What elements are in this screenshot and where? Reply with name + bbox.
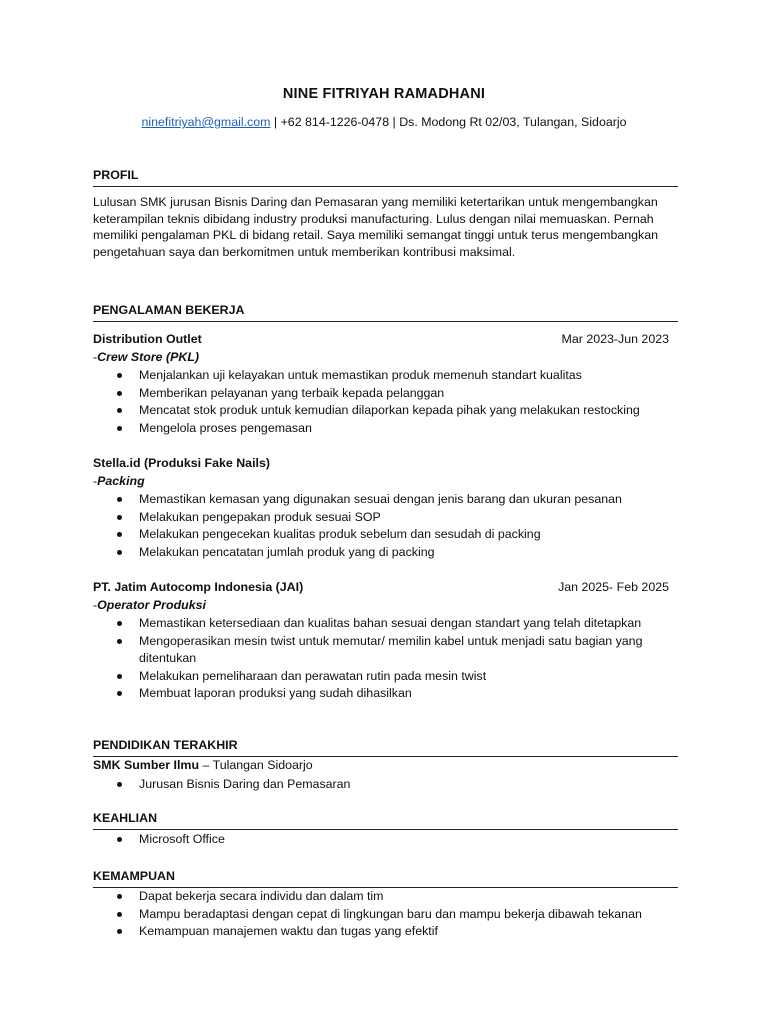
list-item: Memastikan ketersediaan dan kualitas bahan sesuai dengan standart yang telah ditetapkan xyxy=(93,615,678,633)
education-bullets xyxy=(93,776,678,794)
abilities-bullets xyxy=(93,888,678,941)
skills-bullets xyxy=(93,831,678,849)
school-location: – Tulangan Sidoarjo xyxy=(199,758,313,772)
bullet-icon xyxy=(117,782,122,787)
bullet-icon xyxy=(117,894,122,899)
candidate-name: NINE FITRIYAH RAMADHANI xyxy=(282,86,486,102)
list-item: Melakukan pengecekan kualitas produk sebelum dan sesudah di packing xyxy=(93,526,678,544)
job-bullets xyxy=(93,367,678,437)
job-role-text: Crew Store (PKL) xyxy=(97,350,200,364)
email-link[interactable]: ninefitriyah@gmail.com xyxy=(141,115,271,129)
bullet-icon xyxy=(117,929,122,934)
job-company: Stella.id (Produksi Fake Nails) xyxy=(93,456,270,470)
contact-details: | +62 814-1226-0478 | Ds. Modong Rt 02/03, Tulangan, Sidoarjo xyxy=(270,115,627,129)
bullet-icon xyxy=(117,639,122,644)
bullet-icon xyxy=(117,674,122,679)
bullet-icon xyxy=(117,497,122,502)
section-heading-skills: KEAHLIAN xyxy=(93,811,678,830)
bullet-icon xyxy=(117,391,122,396)
list-item: Mampu beradaptasi dengan cepat di lingkungan baru dan mampu bekerja dibawah tekanan xyxy=(93,906,678,924)
list-item: Mencatat stok produk untuk kemudian dilaporkan kepada pihak yang melakukan restocking xyxy=(93,402,678,420)
job-period: Mar 2023-Jun 2023 xyxy=(561,332,669,346)
list-item: Melakukan pencatatan jumlah produk yang di packing xyxy=(93,544,678,562)
list-item: Melakukan pemeliharaan dan perawatan rutin pada mesin twist xyxy=(93,668,678,686)
school-name: SMK Sumber Ilmu xyxy=(93,758,200,772)
bullet-icon xyxy=(117,621,122,626)
bullet-icon xyxy=(117,912,122,917)
list-item: Jurusan Bisnis Daring dan Pemasaran xyxy=(93,776,678,794)
bullet-icon xyxy=(117,550,122,555)
job-header xyxy=(93,332,669,346)
job-role-text: Packing xyxy=(97,474,145,488)
list-item: Microsoft Office xyxy=(93,831,678,849)
list-item: Mengelola proses pengemasan xyxy=(93,420,678,438)
section-heading-education: PENDIDIKAN TERAKHIR xyxy=(93,738,678,757)
list-item: Memberikan pelayanan yang terbaik kepada pelanggan xyxy=(93,385,678,403)
job-role-text: Operator Produksi xyxy=(97,598,206,612)
job-header xyxy=(93,456,669,470)
section-heading-experience: PENGALAMAN BEKERJA xyxy=(93,303,678,322)
section-heading-abilities: KEMAMPUAN xyxy=(93,869,678,888)
bullet-icon xyxy=(117,532,122,537)
job-company: PT. Jatim Autocomp Indonesia (JAI) xyxy=(93,580,304,594)
list-item: Memastikan kemasan yang digunakan sesuai dengan jenis barang dan ukuran pesanan xyxy=(93,491,678,509)
job-bullets xyxy=(93,615,678,703)
list-item: Dapat bekerja secara individu dan dalam tim xyxy=(93,888,678,906)
list-item: Melakukan pengepakan produk sesuai SOP xyxy=(93,509,678,527)
bullet-icon xyxy=(117,426,122,431)
school-line xyxy=(93,758,313,772)
bullet-icon xyxy=(117,515,122,520)
contact-line xyxy=(0,115,768,129)
list-item: Mengoperasikan mesin twist untuk memutar/ memilin kabel untuk menjadi satu bagian yang ditentukan xyxy=(93,633,678,668)
job-role: -Packing xyxy=(93,474,145,488)
list-item: Membuat laporan produksi yang sudah dihasilkan xyxy=(93,685,678,703)
bullet-icon xyxy=(117,373,122,378)
job-company: Distribution Outlet xyxy=(93,332,202,346)
job-header xyxy=(93,580,669,594)
list-item: Menjalankan uji kelayakan untuk memastikan produk memenuh standart kualitas xyxy=(93,367,678,385)
bullet-icon xyxy=(117,408,122,413)
job-period: Jan 2025- Feb 2025 xyxy=(558,580,669,594)
section-heading-profil: PROFIL xyxy=(93,168,678,187)
job-role: -Operator Produksi xyxy=(93,598,206,612)
job-bullets xyxy=(93,491,678,561)
job-role: -Crew Store (PKL) xyxy=(93,350,200,364)
list-item: Kemampuan manajemen waktu dan tugas yang efektif xyxy=(93,923,678,941)
bullet-icon xyxy=(117,837,122,842)
profil-text: Lulusan SMK jurusan Bisnis Daring dan Pemasaran yang memiliki ketertarikan untuk mengembangkan keterampilan teknis dibidang industry produksi manufacturing. Lulus dengan nilai memuaskan. Pernah memiliki pengalaman PKL di bidang retail. Saya memiliki semangat tinggi untuk terus mengembangkan pengetahuan saya dan berkomitmen untuk memberikan kontribusi maksimal. xyxy=(93,195,658,259)
bullet-icon xyxy=(117,691,122,696)
